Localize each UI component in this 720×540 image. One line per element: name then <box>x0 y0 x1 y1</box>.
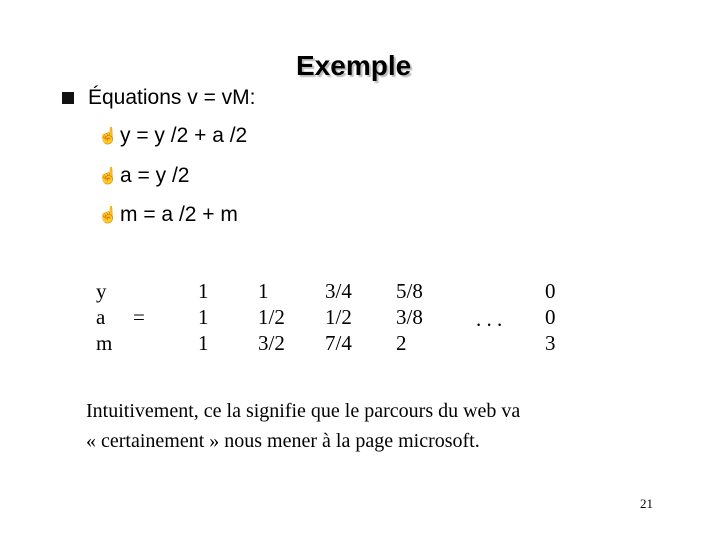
sub-bullet-text: a = y /2 <box>120 164 190 187</box>
row-labels <box>96 278 112 356</box>
row-label: m <box>96 331 113 355</box>
matrix-cell: 3 <box>545 331 556 355</box>
matrix-cell: 3/2 <box>258 331 285 355</box>
matrix-cell: 1 <box>198 279 209 303</box>
main-bullet-text: Équations v = vM: <box>88 86 256 109</box>
sub-bullet <box>98 123 247 149</box>
matrix-column <box>198 278 209 356</box>
row-label: a <box>96 305 106 329</box>
matrix-cell: 1 <box>198 305 209 329</box>
equals-sign: = <box>133 305 145 329</box>
sub-bullet <box>98 202 238 228</box>
matrix-cell: 2 <box>396 331 407 355</box>
paragraph-line: Intuitivement, ce la signifie que le parcours du web va <box>86 400 521 422</box>
main-bullet <box>62 84 256 112</box>
explanation-paragraph <box>86 396 686 456</box>
matrix-column <box>325 278 352 356</box>
matrix-cell: 0 <box>545 279 556 303</box>
row-label: y <box>96 279 107 303</box>
matrix-cell: 1/2 <box>325 305 352 329</box>
matrix-column <box>258 278 285 356</box>
hand-pointer-icon: ☝ <box>98 128 118 145</box>
sub-bullet-text: y = y /2 + a /2 <box>120 124 248 147</box>
page-number: 21 <box>640 496 653 511</box>
matrix-cell: 1 <box>198 331 209 355</box>
matrix-cell: 3/8 <box>396 305 423 329</box>
matrix-column <box>396 278 423 356</box>
matrix-column <box>545 278 556 356</box>
paragraph-line: « certainement » nous mener à la page microsoft. <box>86 430 480 452</box>
matrix-cell: 7/4 <box>325 331 352 355</box>
matrix-cell: 1/2 <box>258 305 285 329</box>
square-bullet-icon <box>62 92 74 104</box>
hand-pointer-icon: ☝ <box>98 207 118 224</box>
sub-bullet <box>98 163 189 189</box>
sub-bullet-text: m = a /2 + m <box>120 203 238 226</box>
slide-title: Exemple <box>296 50 412 81</box>
hand-pointer-icon: ☝ <box>98 168 118 185</box>
matrix-cell: 1 <box>258 279 269 303</box>
matrix-cell: 0 <box>545 305 556 329</box>
matrix-cell: 3/4 <box>325 279 352 303</box>
ellipsis: . . . <box>476 307 503 331</box>
matrix-cell: 5/8 <box>396 279 423 303</box>
